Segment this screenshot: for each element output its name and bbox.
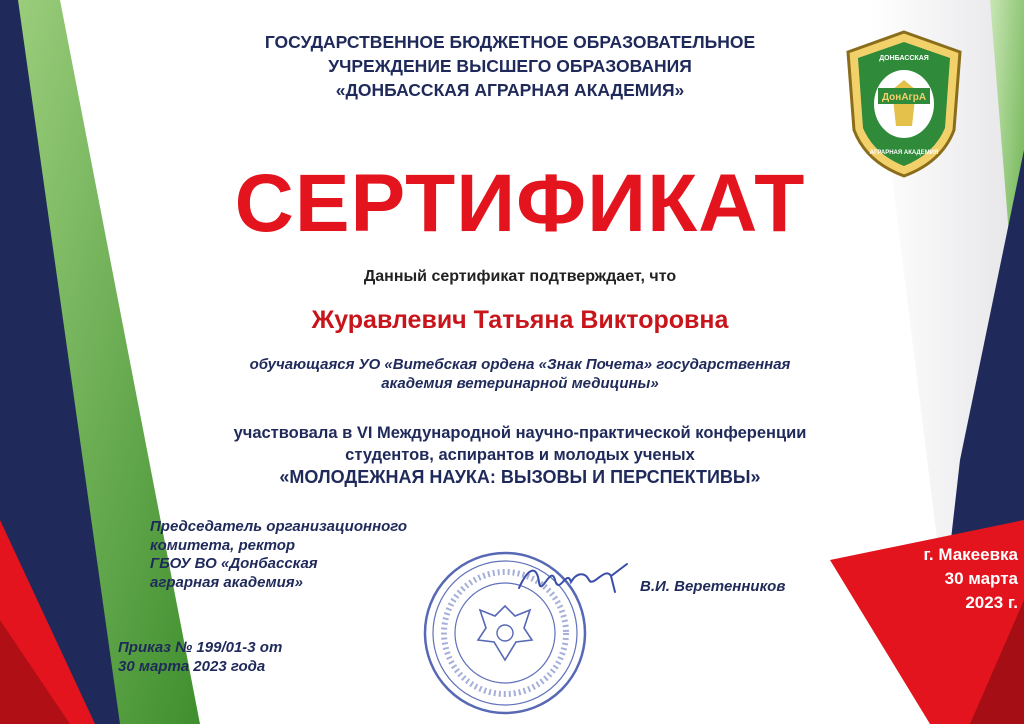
emblem-top-text: ДОНБАССКАЯ (879, 55, 929, 62)
city: г. Макеевка (923, 545, 1018, 564)
conference-topic: «МОЛОДЕЖНАЯ НАУКА: ВЫЗОВЫ И ПЕРСПЕКТИВЫ» (279, 467, 761, 487)
certificate-title: СЕРТИФИКАТ (234, 158, 806, 249)
confirmation-text: Данный сертификат подтверждает, что (363, 268, 677, 285)
chairman-line-1: Председатель организационного (150, 518, 408, 535)
organization-line-2: УЧРЕЖДЕНИЕ ВЫСШЕГО ОБРАЗОВАНИЯ (328, 56, 692, 76)
chairman-line-2: комитета, ректор (150, 536, 296, 554)
emblem-center-text: ДонАгрА (881, 92, 927, 103)
signer-name: В.И. Веретенников (640, 578, 786, 595)
recipient-name: Журавлевич Татьяна Викторовна (311, 306, 729, 334)
signature-icon (515, 558, 635, 598)
date-year: 2023 г. (965, 593, 1018, 612)
chairman-line-3: ГБОУ ВО «Донбасская (150, 555, 318, 572)
date-day: 30 марта (944, 569, 1018, 588)
organization-line-3: «ДОНБАССКАЯ АГРАРНАЯ АКАДЕМИЯ» (335, 80, 685, 100)
place-and-date (848, 543, 1018, 615)
study-line-1: обучающаяся УО «Витебская ордена «Знак Почета» государственная (249, 356, 791, 373)
order-line-1: Приказ № 199/01-3 от (118, 639, 283, 656)
academy-emblem-icon (842, 30, 966, 178)
order-line-2: 30 марта 2023 года (118, 658, 266, 675)
organization-line-1: ГОСУДАРСТВЕННОЕ БЮДЖЕТНОЕ ОБРАЗОВАТЕЛЬНОЕ (264, 32, 756, 52)
conference-line-2: студентов, аспирантов и молодых ученых (345, 446, 695, 464)
emblem-bottom-text: АГРАРНАЯ АКАДЕМИЯ (869, 150, 939, 156)
chairman-line-4: аграрная академия» (150, 573, 303, 591)
study-institution (160, 355, 880, 393)
order-info (118, 638, 418, 676)
study-line-2: академия ветеринарной медицины» (381, 375, 659, 392)
conference-info (140, 422, 900, 488)
conference-line-1: участвовала в VI Международной научно-практической конференции (233, 424, 807, 442)
organization-name (180, 30, 840, 102)
